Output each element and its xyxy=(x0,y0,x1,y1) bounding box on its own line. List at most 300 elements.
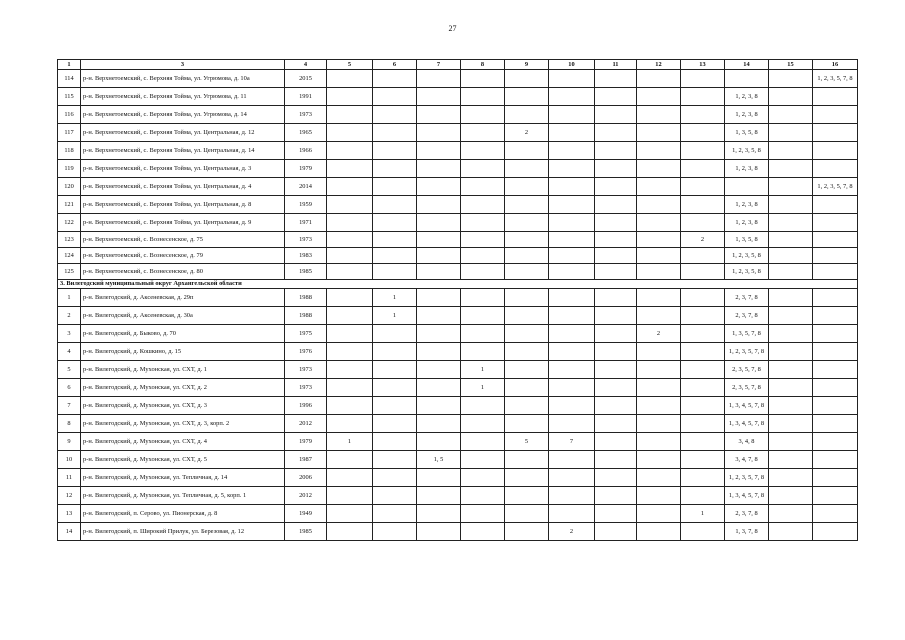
code-cell-c6 xyxy=(373,264,417,280)
code-cell-c5 xyxy=(327,248,373,264)
code-cell-c10 xyxy=(549,232,595,248)
table-row xyxy=(58,433,858,451)
code-cell-c14: 1, 3, 7, 8 xyxy=(725,523,769,541)
code-cell-c7 xyxy=(417,361,461,379)
code-cell-c8 xyxy=(461,70,505,88)
code-cell-c15 xyxy=(769,160,813,178)
code-cell-c5 xyxy=(327,307,373,325)
year-cell: 1976 xyxy=(285,343,327,361)
table-row xyxy=(58,307,858,325)
year-cell: 1965 xyxy=(285,124,327,142)
code-cell-c9 xyxy=(505,70,549,88)
code-cell-c8 xyxy=(461,196,505,214)
code-cell-c14: 3, 4, 7, 8 xyxy=(725,451,769,469)
table-row xyxy=(58,469,858,487)
column-header: 4 xyxy=(285,60,327,70)
table-row xyxy=(58,142,858,160)
code-cell-c12 xyxy=(637,289,681,307)
code-cell-c15 xyxy=(769,361,813,379)
year-cell: 1973 xyxy=(285,106,327,124)
code-cell-c10 xyxy=(549,178,595,196)
table-row xyxy=(58,289,858,307)
table-row xyxy=(58,160,858,178)
code-cell-c9 xyxy=(505,361,549,379)
code-cell-c13 xyxy=(681,361,725,379)
code-cell-c10 xyxy=(549,379,595,397)
code-cell-c15 xyxy=(769,451,813,469)
code-cell-c11 xyxy=(595,106,637,124)
code-cell-c6 xyxy=(373,325,417,343)
code-cell-c14: 1, 2, 3, 5, 8 xyxy=(725,248,769,264)
code-cell-c6 xyxy=(373,397,417,415)
code-cell-c7 xyxy=(417,343,461,361)
code-cell-c10 xyxy=(549,124,595,142)
code-cell-c14: 1, 3, 5, 7, 8 xyxy=(725,325,769,343)
year-cell: 1975 xyxy=(285,325,327,343)
code-cell-c11 xyxy=(595,196,637,214)
code-cell-c12 xyxy=(637,307,681,325)
code-cell-c13 xyxy=(681,397,725,415)
code-cell-c15 xyxy=(769,325,813,343)
code-cell-c7 xyxy=(417,505,461,523)
year-cell: 1973 xyxy=(285,232,327,248)
address-cell: р-н. Верхнетоемский, с. Верхняя Тойма, ул. Центральная, д. 14 xyxy=(81,142,285,160)
code-cell-c16 xyxy=(813,106,858,124)
code-cell-c12 xyxy=(637,88,681,106)
code-cell-c9: 5 xyxy=(505,433,549,451)
code-cell-c16 xyxy=(813,433,858,451)
code-cell-c7 xyxy=(417,178,461,196)
code-cell-c12 xyxy=(637,451,681,469)
code-cell-c9 xyxy=(505,451,549,469)
code-cell-c15 xyxy=(769,343,813,361)
code-cell-c16 xyxy=(813,124,858,142)
code-cell-c13 xyxy=(681,264,725,280)
code-cell-c13: 2 xyxy=(681,232,725,248)
code-cell-c12 xyxy=(637,469,681,487)
code-cell-c6 xyxy=(373,379,417,397)
code-cell-c6 xyxy=(373,124,417,142)
code-cell-c15 xyxy=(769,232,813,248)
code-cell-c16 xyxy=(813,214,858,232)
page-number: 27 xyxy=(448,24,457,33)
code-cell-c10 xyxy=(549,106,595,124)
code-cell-c8 xyxy=(461,106,505,124)
address-cell: р-н. Верхнетоемский, с. Вознесенское, д. 75 xyxy=(81,232,285,248)
address-cell: р-н. Вилегодский, д. Аксеневская, д. 30а xyxy=(81,307,285,325)
code-cell-c13 xyxy=(681,70,725,88)
code-cell-c15 xyxy=(769,415,813,433)
code-cell-c14: 1, 2, 3, 8 xyxy=(725,196,769,214)
code-cell-c6 xyxy=(373,88,417,106)
code-cell-c9 xyxy=(505,343,549,361)
table-row xyxy=(58,361,858,379)
code-cell-c7 xyxy=(417,88,461,106)
code-cell-c15 xyxy=(769,142,813,160)
row-number-cell: 114 xyxy=(58,70,81,88)
code-cell-c14: 1, 3, 4, 5, 7, 8 xyxy=(725,415,769,433)
code-cell-c16 xyxy=(813,451,858,469)
code-cell-c7 xyxy=(417,487,461,505)
row-number-cell: 9 xyxy=(58,433,81,451)
code-cell-c8 xyxy=(461,142,505,160)
code-cell-c6 xyxy=(373,70,417,88)
code-cell-c15 xyxy=(769,379,813,397)
code-cell-c10 xyxy=(549,214,595,232)
address-cell: р-н. Вилегодский, д. Мухонская, ул. Тепличная, д. 5, корп. 1 xyxy=(81,487,285,505)
code-cell-c8 xyxy=(461,343,505,361)
code-cell-c9 xyxy=(505,178,549,196)
column-header: 1 xyxy=(58,60,81,70)
table-row xyxy=(58,70,858,88)
table-row xyxy=(58,487,858,505)
row-number-cell: 122 xyxy=(58,214,81,232)
code-cell-c9 xyxy=(505,307,549,325)
code-cell-c8 xyxy=(461,523,505,541)
code-cell-c6 xyxy=(373,142,417,160)
code-cell-c14: 1, 3, 4, 5, 7, 8 xyxy=(725,487,769,505)
code-cell-c8 xyxy=(461,124,505,142)
code-cell-c16 xyxy=(813,248,858,264)
code-cell-c7 xyxy=(417,397,461,415)
code-cell-c10 xyxy=(549,196,595,214)
year-cell: 2012 xyxy=(285,487,327,505)
code-cell-c10: 2 xyxy=(549,523,595,541)
year-cell: 2006 xyxy=(285,469,327,487)
code-cell-c15 xyxy=(769,88,813,106)
code-cell-c16 xyxy=(813,325,858,343)
section-row xyxy=(58,280,858,289)
row-number-cell: 124 xyxy=(58,248,81,264)
row-number-cell: 125 xyxy=(58,264,81,280)
code-cell-c13 xyxy=(681,379,725,397)
code-cell-c7 xyxy=(417,325,461,343)
code-cell-c7 xyxy=(417,264,461,280)
code-cell-c16 xyxy=(813,415,858,433)
address-cell: р-н. Вилегодский, д. Быково, д. 70 xyxy=(81,325,285,343)
column-header: 9 xyxy=(505,60,549,70)
table-row xyxy=(58,397,858,415)
code-cell-c11 xyxy=(595,232,637,248)
code-cell-c6 xyxy=(373,343,417,361)
code-cell-c9 xyxy=(505,325,549,343)
code-cell-c13 xyxy=(681,142,725,160)
table-row xyxy=(58,196,858,214)
code-cell-c11 xyxy=(595,264,637,280)
year-cell: 1973 xyxy=(285,379,327,397)
code-cell-c11 xyxy=(595,178,637,196)
year-cell: 1973 xyxy=(285,361,327,379)
code-cell-c9 xyxy=(505,214,549,232)
year-cell: 1985 xyxy=(285,523,327,541)
code-cell-c13 xyxy=(681,214,725,232)
code-cell-c15 xyxy=(769,307,813,325)
code-cell-c5 xyxy=(327,487,373,505)
code-cell-c15 xyxy=(769,106,813,124)
code-cell-c14: 1, 3, 5, 8 xyxy=(725,124,769,142)
table-row xyxy=(58,343,858,361)
code-cell-c7 xyxy=(417,523,461,541)
code-cell-c15 xyxy=(769,397,813,415)
row-number-cell: 2 xyxy=(58,307,81,325)
code-cell-c12 xyxy=(637,232,681,248)
code-cell-c5 xyxy=(327,451,373,469)
code-cell-c14 xyxy=(725,70,769,88)
code-cell-c10 xyxy=(549,307,595,325)
code-cell-c5 xyxy=(327,379,373,397)
code-cell-c9 xyxy=(505,248,549,264)
code-cell-c11 xyxy=(595,307,637,325)
code-cell-c7 xyxy=(417,248,461,264)
row-number-cell: 116 xyxy=(58,106,81,124)
code-cell-c11 xyxy=(595,487,637,505)
code-cell-c10: 7 xyxy=(549,433,595,451)
code-cell-c12 xyxy=(637,487,681,505)
code-cell-c11 xyxy=(595,343,637,361)
code-cell-c10 xyxy=(549,469,595,487)
code-cell-c8: 1 xyxy=(461,361,505,379)
code-cell-c16 xyxy=(813,469,858,487)
code-cell-c12 xyxy=(637,415,681,433)
code-cell-c15 xyxy=(769,124,813,142)
code-cell-c9 xyxy=(505,505,549,523)
table-row xyxy=(58,178,858,196)
code-cell-c5 xyxy=(327,415,373,433)
address-cell: р-н. Вилегодский, д. Мухонская, ул. СХТ, д. 5 xyxy=(81,451,285,469)
address-cell: р-н. Верхнетоемский, с. Верхняя Тойма, ул. Угрюмова, д. 11 xyxy=(81,88,285,106)
code-cell-c14: 1, 2, 3, 5, 8 xyxy=(725,264,769,280)
code-cell-c13 xyxy=(681,307,725,325)
code-cell-c15 xyxy=(769,433,813,451)
code-cell-c10 xyxy=(549,451,595,469)
code-cell-c6 xyxy=(373,196,417,214)
code-cell-c5 xyxy=(327,264,373,280)
table-row xyxy=(58,124,858,142)
address-cell: р-н. Верхнетоемский, с. Верхняя Тойма, ул. Угрюмова, д. 10а xyxy=(81,70,285,88)
code-cell-c11 xyxy=(595,433,637,451)
code-cell-c9 xyxy=(505,487,549,505)
code-cell-c9 xyxy=(505,264,549,280)
housing-register-table xyxy=(57,59,858,541)
code-cell-c10 xyxy=(549,142,595,160)
code-cell-c11 xyxy=(595,124,637,142)
year-cell: 1987 xyxy=(285,451,327,469)
code-cell-c12 xyxy=(637,248,681,264)
address-cell: р-н. Верхнетоемский, с. Верхняя Тойма, ул. Центральная, д. 4 xyxy=(81,178,285,196)
code-cell-c8 xyxy=(461,325,505,343)
code-cell-c7 xyxy=(417,289,461,307)
code-cell-c6 xyxy=(373,505,417,523)
code-cell-c14: 1, 2, 3, 5, 7, 8 xyxy=(725,343,769,361)
column-header: 12 xyxy=(637,60,681,70)
code-cell-c13 xyxy=(681,106,725,124)
year-cell: 2014 xyxy=(285,178,327,196)
code-cell-c10 xyxy=(549,88,595,106)
code-cell-c9: 2 xyxy=(505,124,549,142)
code-cell-c13 xyxy=(681,487,725,505)
code-cell-c12 xyxy=(637,178,681,196)
code-cell-c16 xyxy=(813,264,858,280)
code-cell-c6 xyxy=(373,451,417,469)
year-cell: 1988 xyxy=(285,289,327,307)
code-cell-c5 xyxy=(327,160,373,178)
year-cell: 1985 xyxy=(285,264,327,280)
code-cell-c5 xyxy=(327,106,373,124)
code-cell-c5 xyxy=(327,214,373,232)
code-cell-c8 xyxy=(461,451,505,469)
address-cell: р-н. Верхнетоемский, с. Верхняя Тойма, ул. Угрюмова, д. 14 xyxy=(81,106,285,124)
code-cell-c7 xyxy=(417,70,461,88)
row-number-cell: 12 xyxy=(58,487,81,505)
code-cell-c14: 1, 3, 4, 5, 7, 8 xyxy=(725,397,769,415)
code-cell-c16 xyxy=(813,196,858,214)
code-cell-c16 xyxy=(813,487,858,505)
code-cell-c8 xyxy=(461,289,505,307)
table-row xyxy=(58,88,858,106)
code-cell-c11 xyxy=(595,289,637,307)
year-cell: 1966 xyxy=(285,142,327,160)
row-number-cell: 4 xyxy=(58,343,81,361)
code-cell-c16: 1, 2, 3, 5, 7, 8 xyxy=(813,70,858,88)
code-cell-c13 xyxy=(681,325,725,343)
code-cell-c15 xyxy=(769,196,813,214)
code-cell-c16 xyxy=(813,361,858,379)
code-cell-c10 xyxy=(549,160,595,178)
code-cell-c16 xyxy=(813,88,858,106)
column-header: 3 xyxy=(81,60,285,70)
code-cell-c9 xyxy=(505,289,549,307)
code-cell-c13 xyxy=(681,523,725,541)
code-cell-c8 xyxy=(461,178,505,196)
code-cell-c7 xyxy=(417,232,461,248)
code-cell-c15 xyxy=(769,523,813,541)
code-cell-c14: 3, 4, 8 xyxy=(725,433,769,451)
code-cell-c9 xyxy=(505,142,549,160)
address-cell: р-н. Вилегодский, д. Аксеневская, д. 29п xyxy=(81,289,285,307)
row-number-cell: 1 xyxy=(58,289,81,307)
code-cell-c8 xyxy=(461,487,505,505)
address-cell: р-н. Верхнетоемский, с. Верхняя Тойма, ул. Центральная, д. 8 xyxy=(81,196,285,214)
year-cell: 2015 xyxy=(285,70,327,88)
code-cell-c7 xyxy=(417,160,461,178)
row-number-cell: 117 xyxy=(58,124,81,142)
code-cell-c8 xyxy=(461,397,505,415)
code-cell-c5 xyxy=(327,361,373,379)
code-cell-c9 xyxy=(505,469,549,487)
code-cell-c13 xyxy=(681,196,725,214)
section-title: 3. Вилегодский муниципальный округ Архангельской области xyxy=(58,280,858,289)
code-cell-c11 xyxy=(595,469,637,487)
code-cell-c10 xyxy=(549,343,595,361)
code-cell-c5 xyxy=(327,88,373,106)
code-cell-c10 xyxy=(549,248,595,264)
code-cell-c14: 1, 2, 3, 8 xyxy=(725,160,769,178)
code-cell-c16 xyxy=(813,523,858,541)
code-cell-c13 xyxy=(681,433,725,451)
code-cell-c14: 1, 2, 3, 8 xyxy=(725,88,769,106)
code-cell-c16 xyxy=(813,142,858,160)
code-cell-c14: 2, 3, 5, 7, 8 xyxy=(725,361,769,379)
column-header: 16 xyxy=(813,60,858,70)
code-cell-c10 xyxy=(549,325,595,343)
column-header: 14 xyxy=(725,60,769,70)
code-cell-c6 xyxy=(373,415,417,433)
code-cell-c11 xyxy=(595,505,637,523)
year-cell: 2012 xyxy=(285,415,327,433)
address-cell: р-н. Верхнетоемский, с. Верхняя Тойма, ул. Центральная, д. 12 xyxy=(81,124,285,142)
code-cell-c10 xyxy=(549,397,595,415)
address-cell: р-н. Вилегодский, д. Мухонская, ул. СХТ, д. 3 xyxy=(81,397,285,415)
code-cell-c15 xyxy=(769,505,813,523)
code-cell-c10 xyxy=(549,361,595,379)
row-number-cell: 11 xyxy=(58,469,81,487)
code-cell-c16 xyxy=(813,289,858,307)
code-cell-c15 xyxy=(769,178,813,196)
code-cell-c5 xyxy=(327,178,373,196)
code-cell-c15 xyxy=(769,70,813,88)
row-number-cell: 5 xyxy=(58,361,81,379)
row-number-cell: 121 xyxy=(58,196,81,214)
code-cell-c6 xyxy=(373,523,417,541)
row-number-cell: 10 xyxy=(58,451,81,469)
row-number-cell: 118 xyxy=(58,142,81,160)
code-cell-c6 xyxy=(373,106,417,124)
address-cell: р-н. Вилегодский, д. Мухонская, ул. Тепличная, д. 14 xyxy=(81,469,285,487)
code-cell-c9 xyxy=(505,379,549,397)
year-cell: 1991 xyxy=(285,88,327,106)
row-number-cell: 123 xyxy=(58,232,81,248)
code-cell-c9 xyxy=(505,88,549,106)
code-cell-c16 xyxy=(813,505,858,523)
address-cell: р-н. Вилегодский, д. Мухонская, ул. СХТ, д. 3, корп. 2 xyxy=(81,415,285,433)
code-cell-c8 xyxy=(461,469,505,487)
year-cell: 1983 xyxy=(285,248,327,264)
code-cell-c11 xyxy=(595,379,637,397)
code-cell-c16 xyxy=(813,160,858,178)
code-cell-c13 xyxy=(681,248,725,264)
code-cell-c8 xyxy=(461,433,505,451)
code-cell-c7 xyxy=(417,307,461,325)
year-cell: 1988 xyxy=(285,307,327,325)
code-cell-c9 xyxy=(505,106,549,124)
address-cell: р-н. Вилегодский, д. Мухонская, ул. СХТ, д. 1 xyxy=(81,361,285,379)
table-row xyxy=(58,505,858,523)
code-cell-c5 xyxy=(327,469,373,487)
code-cell-c5 xyxy=(327,523,373,541)
table-row xyxy=(58,214,858,232)
code-cell-c13 xyxy=(681,469,725,487)
code-cell-c8 xyxy=(461,232,505,248)
code-cell-c16 xyxy=(813,307,858,325)
code-cell-c6: 1 xyxy=(373,289,417,307)
address-cell: р-н. Вилегодский, п. Серово, ул. Пионерская, д. 8 xyxy=(81,505,285,523)
code-cell-c14: 2, 3, 7, 8 xyxy=(725,307,769,325)
code-cell-c12: 2 xyxy=(637,325,681,343)
code-cell-c15 xyxy=(769,487,813,505)
code-cell-c5 xyxy=(327,196,373,214)
code-cell-c13 xyxy=(681,415,725,433)
address-cell: р-н. Вилегодский, д. Мухонская, ул. СХТ, д. 2 xyxy=(81,379,285,397)
table-row xyxy=(58,325,858,343)
code-cell-c8 xyxy=(461,160,505,178)
code-cell-c14 xyxy=(725,178,769,196)
code-cell-c16 xyxy=(813,343,858,361)
code-cell-c11 xyxy=(595,415,637,433)
code-cell-c14: 1, 2, 3, 5, 7, 8 xyxy=(725,469,769,487)
column-number-row xyxy=(58,60,858,70)
row-number-cell: 7 xyxy=(58,397,81,415)
code-cell-c5 xyxy=(327,343,373,361)
